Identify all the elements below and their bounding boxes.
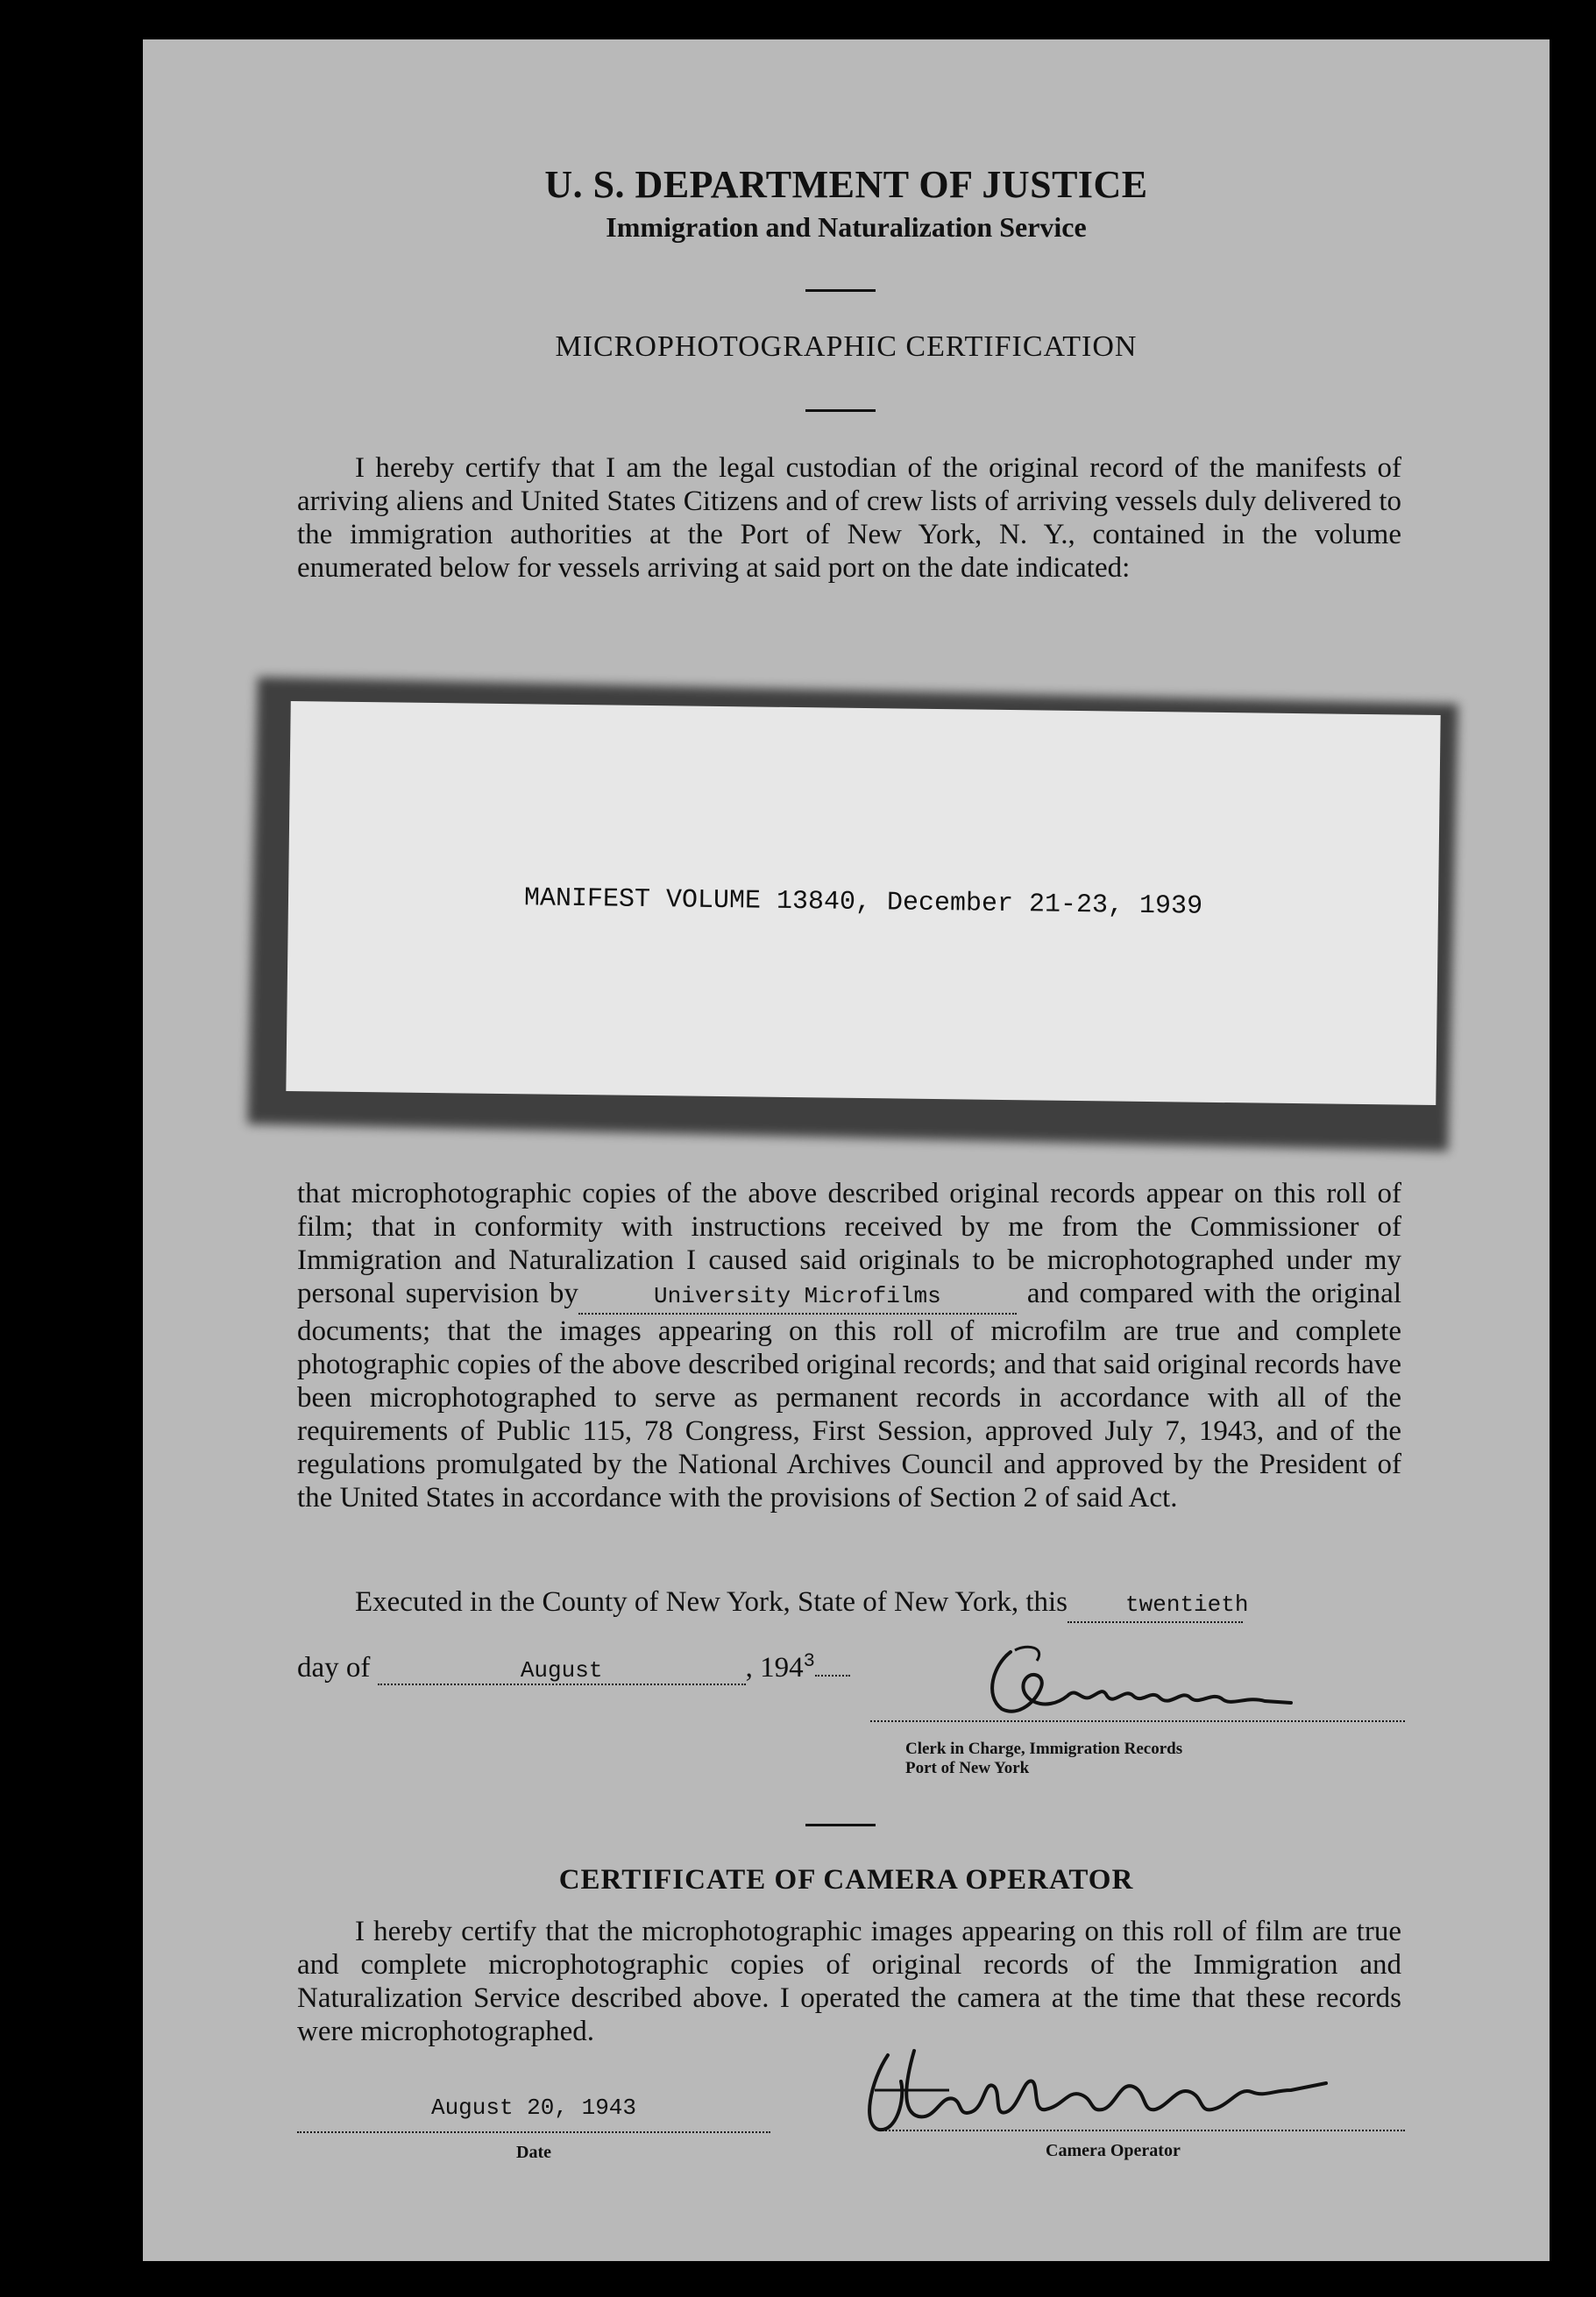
certification-title: MICROPHOTOGRAPHIC CERTIFICATION [555, 330, 1138, 363]
camera-certificate-paragraph: I hereby certify that the microphotographic images appearing on this roll of film are true and complete microphotographic copies of original records of the Immigration and Naturalization Service described above. I operated the camera at the time that these records were microphotographed. [297, 1916, 1401, 2047]
body-text-before-vendor: that microphotographic copies of the above described original records appear on this roll of film; that in conformity with instructions received by me from the Commissioner of Immigration and Naturalization I caused said originals to be microphotographed under my personal supervision by [297, 1178, 1401, 1309]
divider-rule-3 [805, 1824, 876, 1826]
execution-day-field: twentieth [1068, 1588, 1243, 1623]
operator-signature-line [879, 2130, 1405, 2131]
date-line [297, 1650, 850, 1685]
year-dots [815, 1675, 850, 1677]
body-text-after-vendor: and compared with the original documents; that the images appearing on this roll of microfilm are true and complete photographic copies of the above described original records; and that said original records have been microphotographed to serve as permanent records in accordance with all of the requirements of Public 115, 78 Congress, First Session, approved July 7, 1943, and of the regulations promulgated by the National Archives Council and approved by the President of the United States in accordance with the provisions of Section 2 of said Act. [297, 1278, 1401, 1514]
clerk-signature-line [870, 1720, 1405, 1722]
certificate-page [143, 39, 1550, 2261]
body-paragraph [297, 1177, 1401, 1514]
clerk-title-line1: Clerk in Charge, Immigration Records [905, 1740, 1183, 1758]
year-digit: 3 [803, 1650, 815, 1672]
operator-signature [853, 2029, 1344, 2143]
vendor-field: University Microfilms [578, 1280, 1017, 1315]
operator-date-field: August 20, 1943 [297, 2095, 770, 2133]
service-subheading: Immigration and Naturalization Service [606, 211, 1087, 243]
department-heading: U. S. DEPARTMENT OF JUSTICE [544, 163, 1148, 206]
manifest-volume-label: MANIFEST VOLUME 13840, December 21-23, 1939 [523, 883, 1203, 922]
camera-certificate-title: CERTIFICATE OF CAMERA OPERATOR [558, 1864, 1134, 1896]
divider-rule-2 [805, 409, 876, 412]
day-of-label: day of [297, 1652, 371, 1684]
month-field: August [378, 1657, 746, 1685]
execution-text: Executed in the County of New York, State of New York, this [355, 1586, 1068, 1618]
date-label: Date [516, 2143, 551, 2162]
manifest-slip [286, 701, 1440, 1105]
clerk-title-line2: Port of New York [905, 1759, 1030, 1777]
intro-paragraph: I hereby certify that I am the legal custodian of the original record of the manifests of arriving aliens and United States Citizens and of crew lists of arriving vessels duly delivered to the immigration authorities at the Port of New York, N. Y., contained in the volume enumerated below for vessels arriving at said port on the date indicated: [297, 452, 1401, 584]
clerk-signature [975, 1634, 1309, 1731]
year-prefix: , 194 [745, 1652, 804, 1684]
divider-rule-1 [805, 289, 876, 292]
clerk-title [905, 1740, 1182, 1778]
execution-line [297, 1585, 1401, 1623]
camera-operator-label: Camera Operator [1046, 2141, 1181, 2160]
